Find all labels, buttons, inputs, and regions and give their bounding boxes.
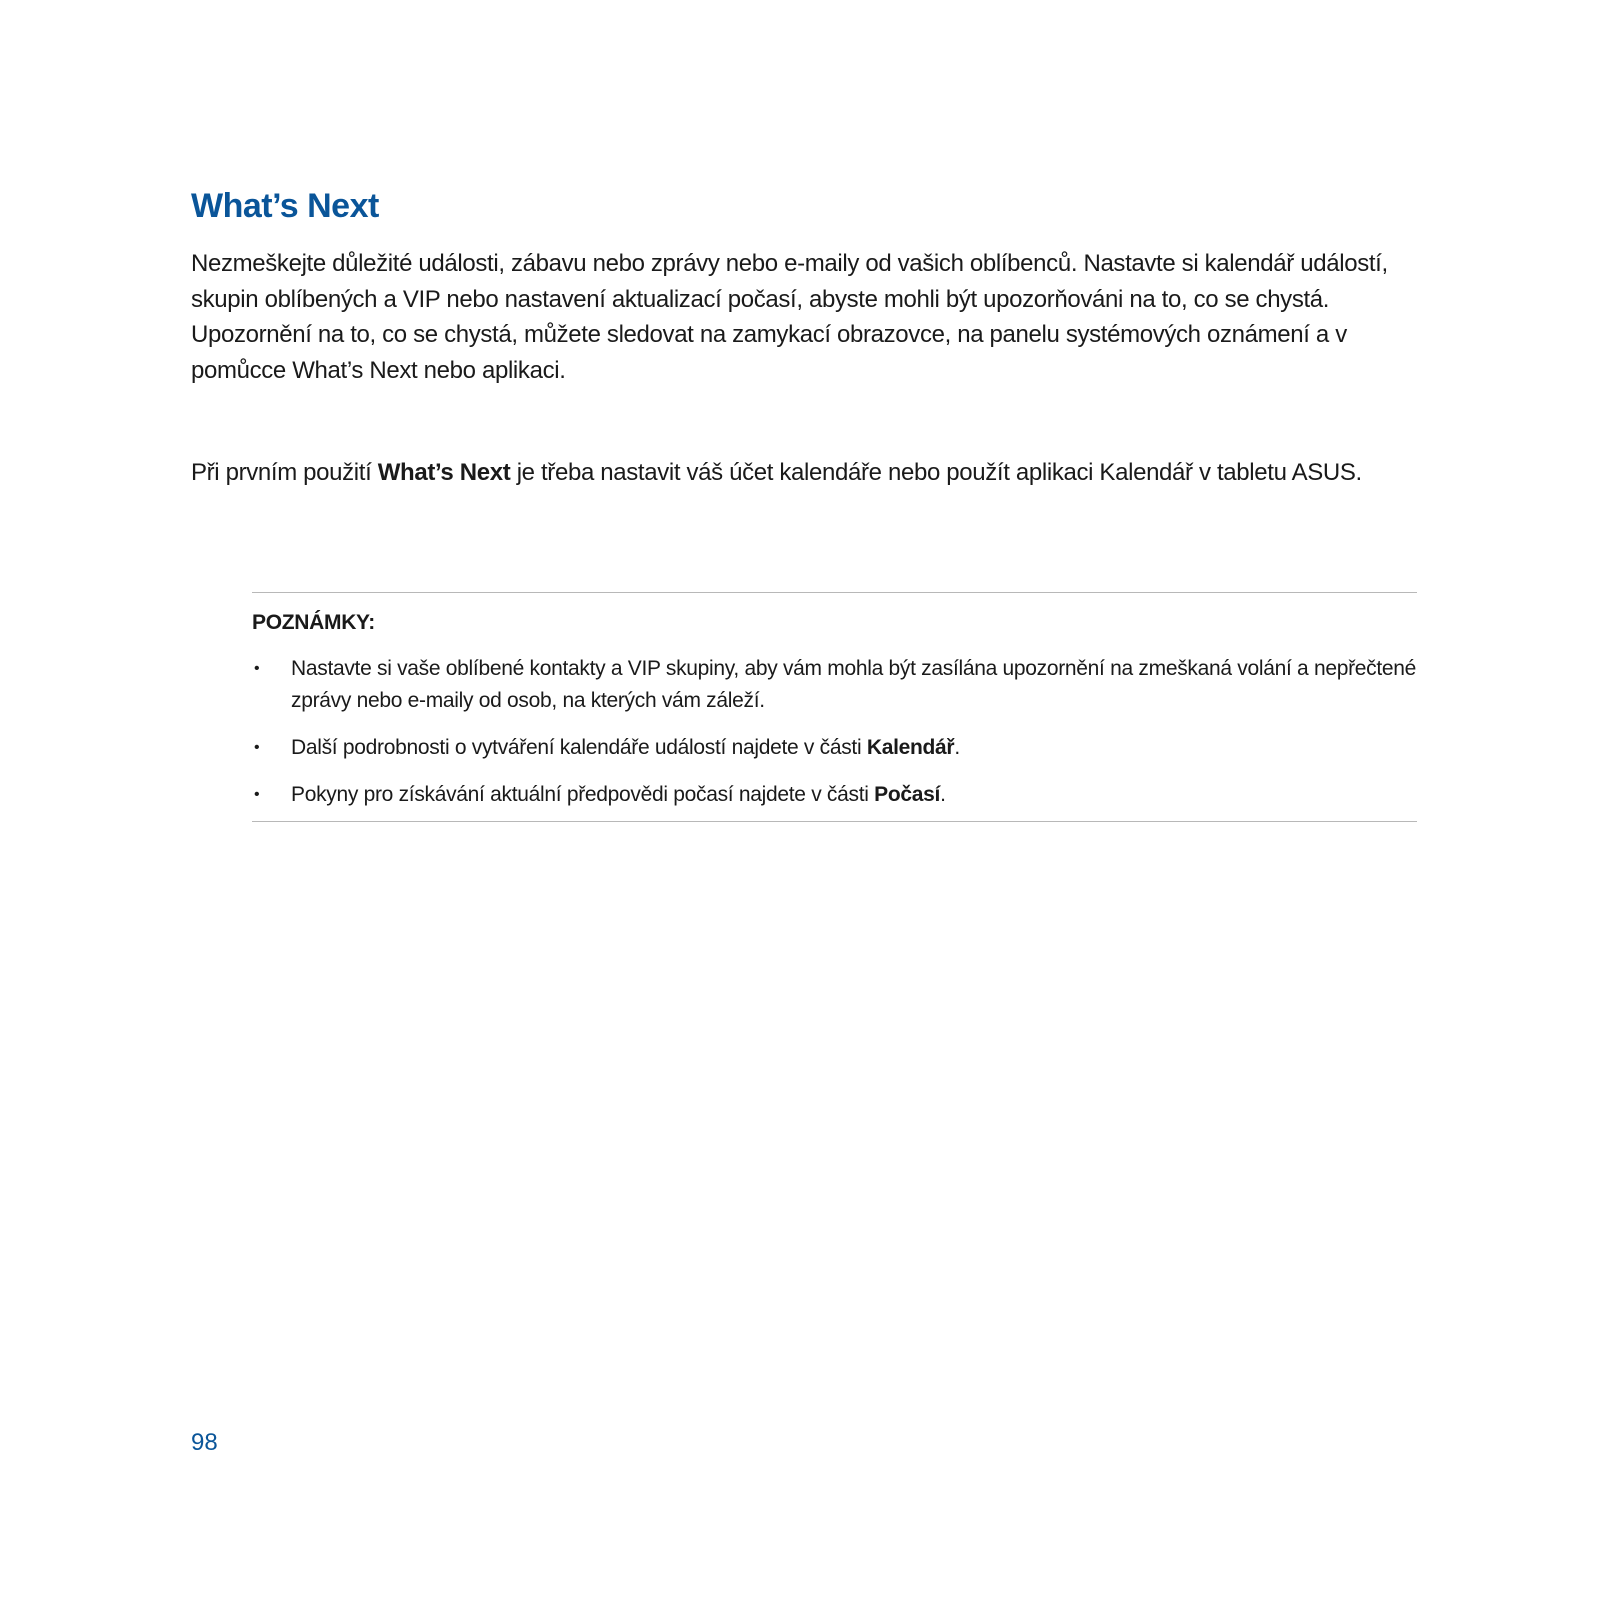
bullet-icon: •	[254, 786, 260, 803]
intro-paragraph: Nezmeškejte důležité události, zábavu nebo zprávy nebo e-maily od vašich oblíbenců. Nastavte si kalendář událostí, skupin oblíbených a VIP nebo nastavení aktualizací počasí, abyste mohli být upozorňováni na to, co se chystá. Upozornění na to, co se chystá, můžete sledovat na zamykací obrazovce, na panelu systémových oznámení a v pomůcce What’s Next nebo aplikaci.	[191, 250, 1388, 384]
section-heading: What’s Next	[191, 187, 379, 225]
note-text: Další podrobnosti o vytváření kalendáře událostí najdete v části	[291, 736, 867, 759]
note-text: Pokyny pro získávání aktuální předpovědi počasí najdete v části	[291, 783, 875, 806]
bullet-icon: •	[254, 739, 260, 756]
notes-box	[252, 592, 1417, 822]
note-item	[252, 653, 1417, 717]
first-use-app-name: What’s Next	[377, 459, 511, 486]
page-number: 98	[191, 1429, 218, 1456]
first-use-paragraph	[191, 455, 1431, 491]
note-bold-text: Počasí	[874, 783, 941, 806]
notes-title: POZNÁMKY:	[252, 611, 375, 634]
note-item	[252, 779, 1417, 811]
note-item	[252, 732, 1417, 764]
bullet-icon: •	[254, 660, 260, 677]
note-text-after: .	[954, 736, 960, 759]
first-use-text-after: je třeba nastavit váš účet kalendáře nebo použít aplikaci Kalendář v tabletu ASUS.	[510, 459, 1362, 486]
note-text: Nastavte si vaše oblíbené kontakty a VIP skupiny, aby vám mohla být zasílána upozornění na zmeškaná volání a nepřečtené zprávy nebo e-maily od osob, na kterých vám záleží.	[291, 657, 1417, 712]
notes-list	[252, 653, 1417, 826]
note-bold-text: Kalendář	[866, 736, 955, 759]
note-text-after: .	[940, 783, 946, 806]
first-use-text-before: Při prvním použití	[191, 459, 378, 486]
